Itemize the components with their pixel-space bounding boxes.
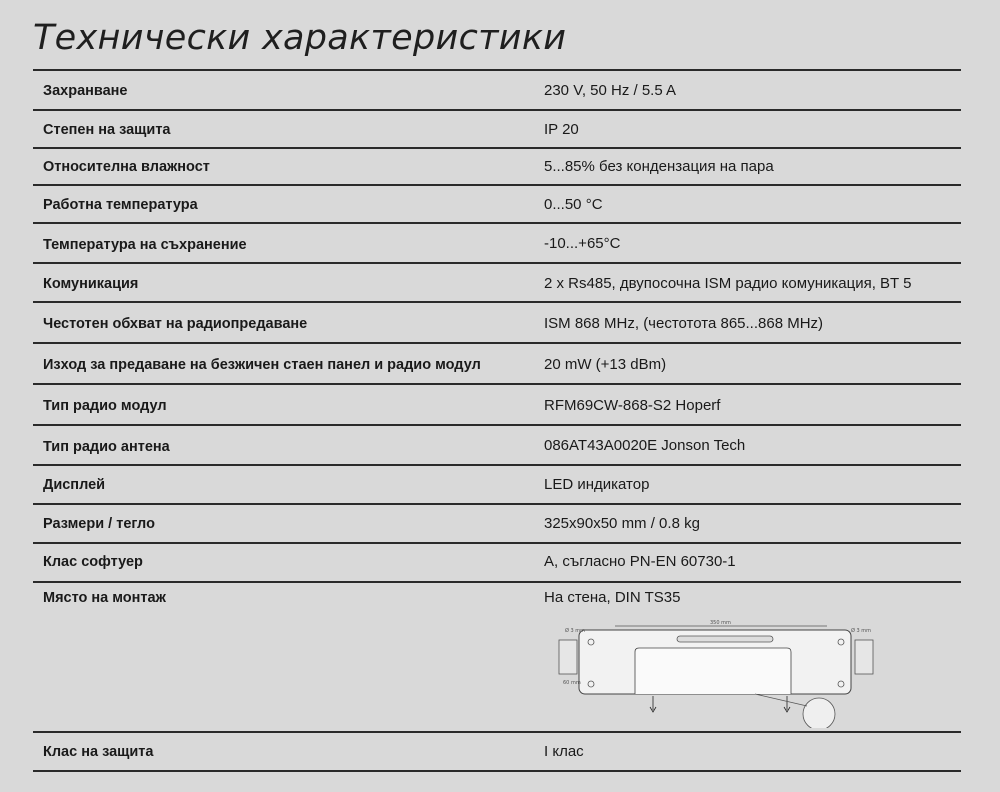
spec-row-storage-temp [33,224,961,264]
spec-key: Клас софтуер [43,554,143,570]
spec-row-mounting [33,583,961,733]
spec-key: Работна температура [43,197,198,213]
spec-value: 5...85% без кондензация на пара [544,158,774,175]
spec-key: Температура на съхранение [43,237,247,253]
spec-key: Комуникация [43,276,139,292]
spec-value: -10...+65°C [544,235,621,252]
spec-row-radio-module [33,385,961,426]
spec-value: На стена, DIN TS35 [544,589,681,606]
dimension-hole-left-label: Ø 3 mm [565,628,586,634]
spec-row-output [33,344,961,385]
spec-key: Захранване [43,83,128,99]
spec-row-dimensions [33,505,961,544]
spec-value: IP 20 [544,121,579,138]
spec-value: 2 x Rs485, двупосочна ISM радио комуникация, BT 5 [544,275,912,292]
spec-key: Клас на защита [43,744,154,760]
spec-key: Степен на защита [43,122,171,138]
dimension-height-label: 60 mm [563,680,581,686]
spec-key: Изход за предаване на безжичен стаен панел и радио модул [43,357,481,373]
detail-callout [803,698,835,728]
spec-value: 325x90x50 mm / 0.8 kg [544,515,700,532]
spec-value: LED индикатор [544,476,650,493]
spec-row-work-temp [33,186,961,224]
terminal-cover [635,648,791,694]
spec-table [33,69,961,772]
spec-row-software-class [33,544,961,583]
spec-row-power [33,71,961,111]
spec-key: Относителна влажност [43,159,210,175]
spec-row-frequency [33,303,961,344]
spec-value: 20 mW (+13 dBm) [544,356,667,373]
spec-key: Тип радио модул [43,398,167,414]
din-rail-right [855,640,873,674]
spec-key: Дисплей [43,477,106,493]
spec-row-communication [33,264,961,303]
led-strip [677,636,773,642]
spec-row-display [33,466,961,505]
spec-value: RFM69CW-868-S2 Hoperf [544,397,721,414]
detail-leader [755,694,807,706]
spec-value: 230 V, 50 Hz / 5.5 A [544,82,677,99]
dimension-width-label: 350 mm [710,620,731,626]
spec-row-protection [33,111,961,149]
spec-row-humidity [33,149,961,186]
spec-value: 0...50 °C [544,196,603,213]
spec-value: ISM 868 MHz, (честотота 865...868 MHz) [544,315,824,332]
page-title: Технически характеристики [33,18,567,58]
spec-key: Място на монтаж [43,590,166,606]
mounting-diagram [555,618,895,728]
spec-key: Размери / тегло [43,516,155,532]
spec-key: Тип радио антена [43,439,170,455]
spec-value: 086AT43A0020E Jonson Tech [544,437,746,454]
dimension-hole-right-label: Ø 3 mm [851,628,872,634]
spec-value: I клас [544,743,584,760]
spec-row-protection-class [33,733,961,772]
spec-value: A, съгласно PN-EN 60730-1 [544,553,736,570]
spec-key: Честотен обхват на радиопредаване [43,316,308,332]
spec-row-antenna [33,426,961,466]
din-rail-left [559,640,577,674]
